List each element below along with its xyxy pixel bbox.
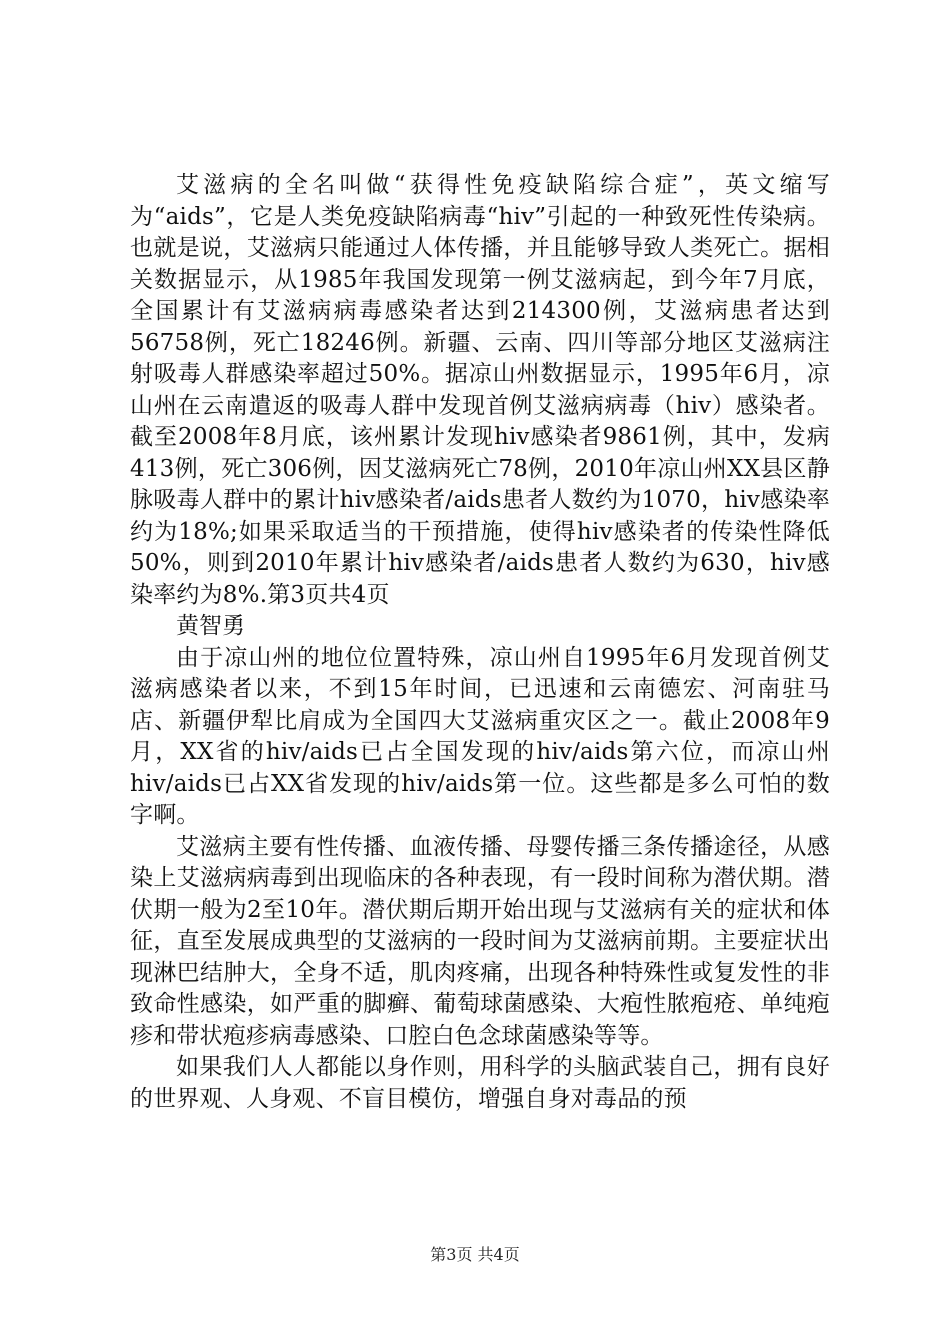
paragraph-prevention: 如果我们人人都能以身作则，用科学的头脑武装自己，拥有良好的世界观、人身观、不盲目模仿，增强自身对毒品的预 bbox=[130, 1054, 830, 1112]
document-body bbox=[130, 170, 830, 1115]
paragraph-liangshan-situation: 由于凉山州的地位位置特殊，凉山州自1995年6月发现首例艾滋病感染者以来，不到15年时间，已迅速和云南德宏、河南驻马店、新疆伊犁比肩成为全国四大艾滋病重灾区之一。截止2008年9月，XX省的hiv/aids已占全国发现的hiv/aids第六位，而凉山州hiv/aids已占XX省发现的hiv/aids第一位。这些都是多么可怕的数字啊。 bbox=[130, 644, 830, 828]
paragraph-transmission-routes: 艾滋病主要有性传播、血液传播、母婴传播三条传播途径，从感染上艾滋病病毒到出现临床的各种表现，有一段时间称为潜伏期。潜伏期一般为2至10年。潜伏期后期开始出现与艾滋病有关的症状和体征，直至发展成典型的艾滋病的一段时间为艾滋病前期。主要症状出现淋巴结肿大，全身不适，肌肉疼痛，出现各种特殊性或复发性的非致命性感染，如严重的脚癣、葡萄球菌感染、大疱性脓疱疮、单纯疱疹和带状疱疹病毒感染、口腔白色念球菌感染等等。 bbox=[130, 833, 830, 1049]
page-footer: 第3页 共4页 bbox=[430, 1245, 520, 1264]
author-name: 黄智勇 bbox=[176, 613, 245, 639]
paragraph-aids-statistics: 艾滋病的全名叫做“获得性免疫缺陷综合症”，英文缩写为“aids”，它是人类免疫缺陷病毒“hiv”引起的一种致死性传染病。也就是说，艾滋病只能通过人体传播，并且能够导致人类死亡。据相关数据显示，从1985年我国发现第一例艾滋病起，到今年7月底，全国累计有艾滋病病毒感染者达到214300例，艾滋病患者达到56758例，死亡18246例。新疆、云南、四川等部分地区艾滋病注射吸毒人群感染率超过50%。据凉山州数据显示，1995年6月，凉山州在云南遣返的吸毒人群中发现首例艾滋病病毒（hiv）感染者。截至2008年8月底，该州累计发现hiv感染者9861例，其中，发病413例，死亡306例，因艾滋病死亡78例，2010年凉山州XX县区静脉吸毒人群中的累计hiv感染者/aids患者人数约为1070，hiv感染率约为18%;如果采取适当的干预措施，使得hiv感染者的传染性降低50%，则到2010年累计hiv感染者/aids患者人数约为630，hiv感染率约为8%.第3页共4页 bbox=[130, 172, 830, 608]
